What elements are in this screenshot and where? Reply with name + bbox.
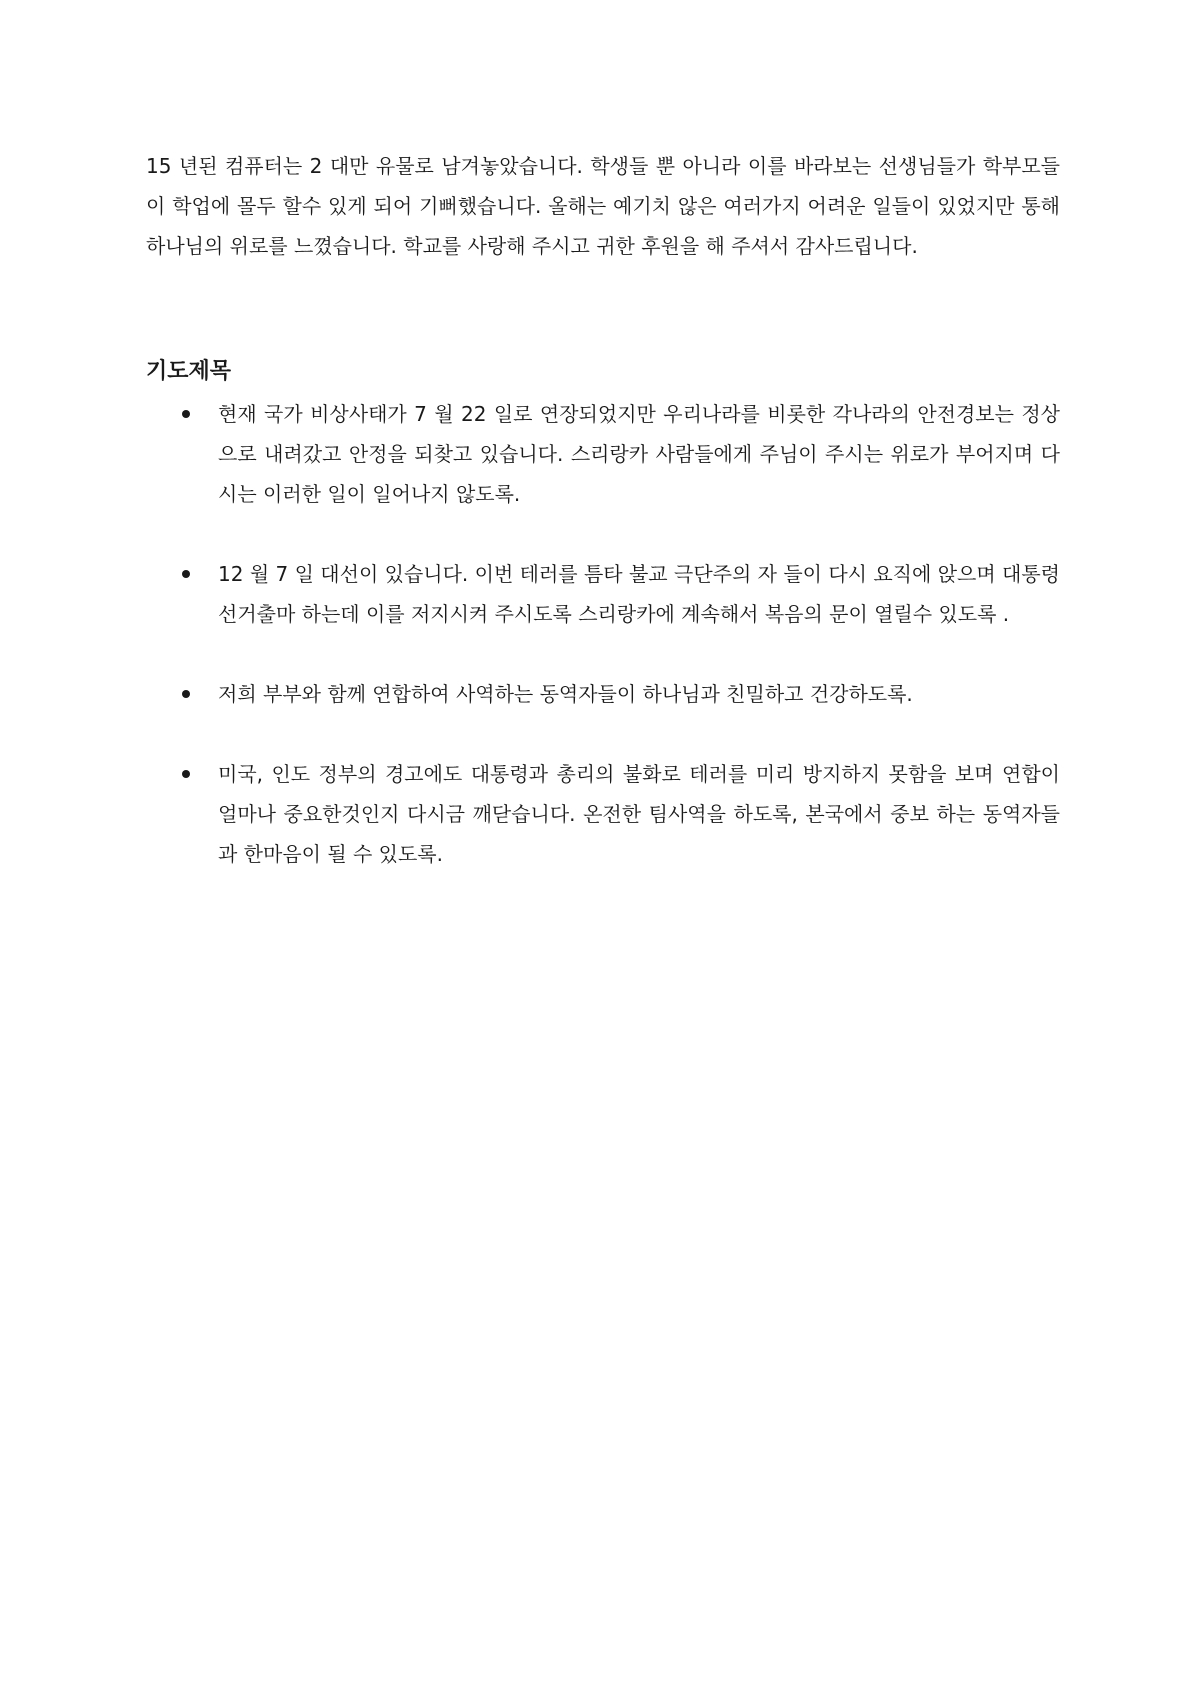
prayer-heading: 기도제목 (146, 359, 232, 384)
prayer-item (146, 674, 1060, 714)
intro-paragraph: 15 년된 컴퓨터는 2 대만 유물로 남겨놓았습니다. 학생들 뿐 아니라 이를 바라보는 선생님들가 학부모들이 학업에 몰두 할수 있게 되어 기뻐했습니다. 올해는 예기치 않은 여러가지 어려운 일들이 있었지만 통해 하나님의 위로를 느꼈습니다. 학교를 사랑해 주시고 귀한 후원을 해 주셔서 감사드립니다. (146, 154, 1060, 258)
prayer-item-text: 현재 국가 비상사태가 7 월 22 일로 연장되었지만 우리나라를 비롯한 각나라의 안전경보는 정상으로 내려갔고 안정을 되찾고 있습니다. 스리랑카 사람들에게 주님이 주시는 위로가 부어지며 다시는 이러한 일이 일어나지 않도록. (218, 402, 1060, 506)
prayer-item (146, 394, 1060, 514)
prayer-item (146, 754, 1060, 874)
prayer-item-text: 저희 부부와 함께 연합하여 사역하는 동역자들이 하나님과 친밀하고 건강하도록. (218, 682, 913, 706)
bullet-icon (182, 690, 190, 698)
bullet-icon (182, 770, 190, 778)
prayer-item (146, 554, 1060, 634)
prayer-item-text: 미국, 인도 정부의 경고에도 대통령과 총리의 불화로 테러를 미리 방지하지 못함을 보며 연합이 얼마나 중요한것인지 다시금 깨닫습니다. 온전한 팀사역을 하도록, 본국에서 중보 하는 동역자들과 한마음이 될 수 있도록. (218, 762, 1060, 866)
prayer-item-text: 12 월 7 일 대선이 있습니다. 이번 테러를 틈타 불교 극단주의 자 들이 다시 요직에 앉으며 대통령 선거출마 하는데 이를 저지시켜 주시도록 스리랑카에 계속해서 복음의 문이 열릴수 있도록 . (218, 562, 1060, 626)
prayer-list (146, 394, 1060, 914)
bullet-icon (182, 410, 190, 418)
bullet-icon (182, 570, 190, 578)
